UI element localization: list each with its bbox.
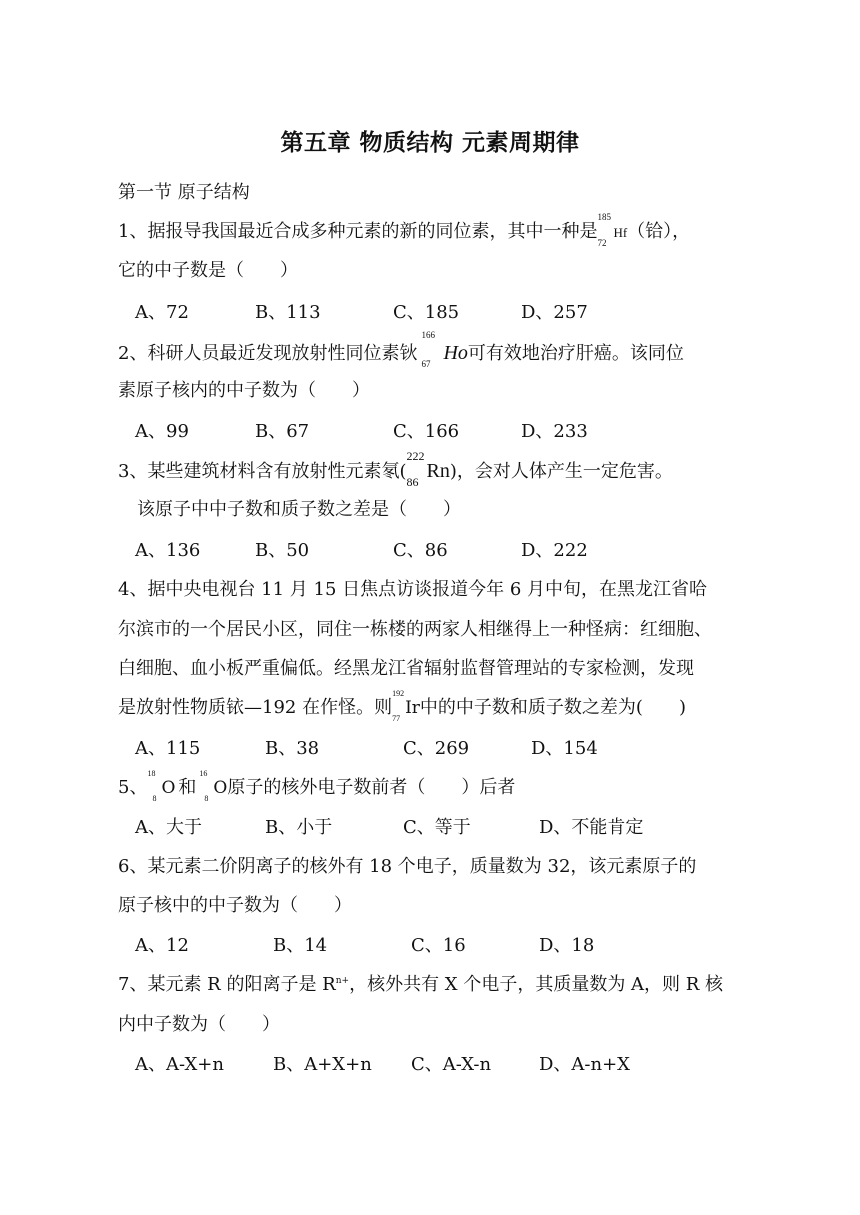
question-5-line-1: 5、 18 8 O 和 16 8 O原子的核外电子数前者（ ）后者 bbox=[118, 769, 516, 803]
option-d: D、257 bbox=[521, 302, 588, 323]
isotope-o18: 18 8 O bbox=[147, 769, 176, 803]
section-heading: 第一节 原子结构 bbox=[118, 182, 250, 203]
option-d: D、154 bbox=[531, 738, 598, 759]
question-4-text: 是放射性物质铱—192 在作怪。则 bbox=[118, 697, 393, 718]
question-4-line-1: 4、据中央电视台 11 月 15 日焦点访谈报道今年 6 月中旬，在黑龙江省哈 bbox=[118, 579, 708, 600]
option-c: C、等于 bbox=[403, 817, 471, 838]
option-d: D、222 bbox=[521, 540, 588, 561]
question-4-line-4 bbox=[118, 689, 748, 723]
question-2-text: 2、科研人员最近发现放射性同位素钬 bbox=[118, 343, 418, 364]
question-1-line-1 bbox=[118, 212, 748, 248]
question-1-text-after: （铪）， bbox=[627, 221, 691, 242]
question-3-text-after: )，会对人体产生一定危害。 bbox=[449, 461, 673, 482]
option-b: B、50 bbox=[255, 540, 310, 561]
isotope-hf: 185 72 Hf bbox=[597, 212, 628, 248]
option-a: A、99 bbox=[135, 421, 189, 442]
option-c: C、86 bbox=[393, 540, 448, 561]
question-3-text: 3、某些建筑材料含有放射性元素氡( bbox=[118, 461, 407, 482]
isotope-rn: 222 86 Rn bbox=[406, 449, 450, 489]
option-b: B、14 bbox=[273, 935, 328, 956]
question-7-line-2: 内中子数为（ ） bbox=[118, 1014, 280, 1035]
option-a: A、72 bbox=[135, 302, 189, 323]
option-a: A、A-X+n bbox=[135, 1054, 224, 1075]
option-b: B、小于 bbox=[265, 817, 333, 838]
question-3-line-1 bbox=[118, 449, 748, 489]
option-a: A、115 bbox=[135, 738, 201, 759]
question-1-text: 1、据报导我国最近合成多种元素的新的同位素，其中一种是 bbox=[118, 221, 598, 242]
question-6-line-2: 原子核中的中子数为（ ） bbox=[118, 895, 352, 916]
option-c: C、A-X-n bbox=[411, 1054, 492, 1075]
question-7-text: 7、某元素 R 的阳离子是 R bbox=[118, 974, 336, 995]
question-6-line-1: 6、某元素二价阴离子的核外有 18 个电子，质量数为 32，该元素原子的 bbox=[118, 856, 697, 877]
option-a: A、12 bbox=[135, 935, 189, 956]
question-2-line-1 bbox=[118, 330, 748, 369]
option-d: D、A-n+X bbox=[539, 1054, 631, 1075]
isotope-ho: 166 67 Ho bbox=[421, 330, 468, 369]
question-5-text-after: 原子的核外电子数前者（ ）后者 bbox=[227, 777, 516, 798]
option-a: A、大于 bbox=[135, 817, 202, 838]
question-7-text-after: ，核外共有 X 个电子，其质量数为 A，则 R 核 bbox=[349, 974, 724, 995]
option-d: D、233 bbox=[521, 421, 588, 442]
ion-charge: n+ bbox=[335, 976, 350, 986]
option-d: D、不能肯定 bbox=[539, 817, 644, 838]
question-3-line-2: 该原子中中子数和质子数之差是（ ） bbox=[137, 499, 461, 520]
question-4-line-2: 尔滨市的一个居民小区，同住一栋楼的两家人相继得上一种怪病：红细胞、 bbox=[118, 619, 712, 640]
question-2-text-after: 可有效地治疗肝癌。该同位 bbox=[467, 343, 684, 364]
question-2-line-2: 素原子核内的中子数为（ ） bbox=[118, 380, 370, 401]
isotope-o16: 16 8 O bbox=[199, 769, 228, 803]
option-b: B、67 bbox=[255, 421, 310, 442]
option-b: B、38 bbox=[265, 738, 320, 759]
option-d: D、18 bbox=[539, 935, 595, 956]
option-c: C、185 bbox=[393, 302, 460, 323]
option-b: B、113 bbox=[255, 302, 321, 323]
question-4-line-3: 白细胞、血小板严重偏低。经黑龙江省辐射监督管理站的专家检测，发现 bbox=[118, 658, 694, 679]
question-7-line-1 bbox=[118, 972, 748, 998]
option-c: C、269 bbox=[403, 738, 470, 759]
isotope-ir: 192 77 Ir bbox=[392, 689, 420, 723]
option-b: B、A+X+n bbox=[273, 1054, 372, 1075]
option-c: C、16 bbox=[411, 935, 466, 956]
option-c: C、166 bbox=[393, 421, 460, 442]
option-a: A、136 bbox=[135, 540, 201, 561]
question-4-text-after: 中的中子数和质子数之差为( ) bbox=[419, 697, 686, 718]
question-1-line-2: 它的中子数是（ ） bbox=[118, 260, 298, 281]
chapter-title: 第五章 物质结构 元素周期律 bbox=[280, 129, 580, 156]
